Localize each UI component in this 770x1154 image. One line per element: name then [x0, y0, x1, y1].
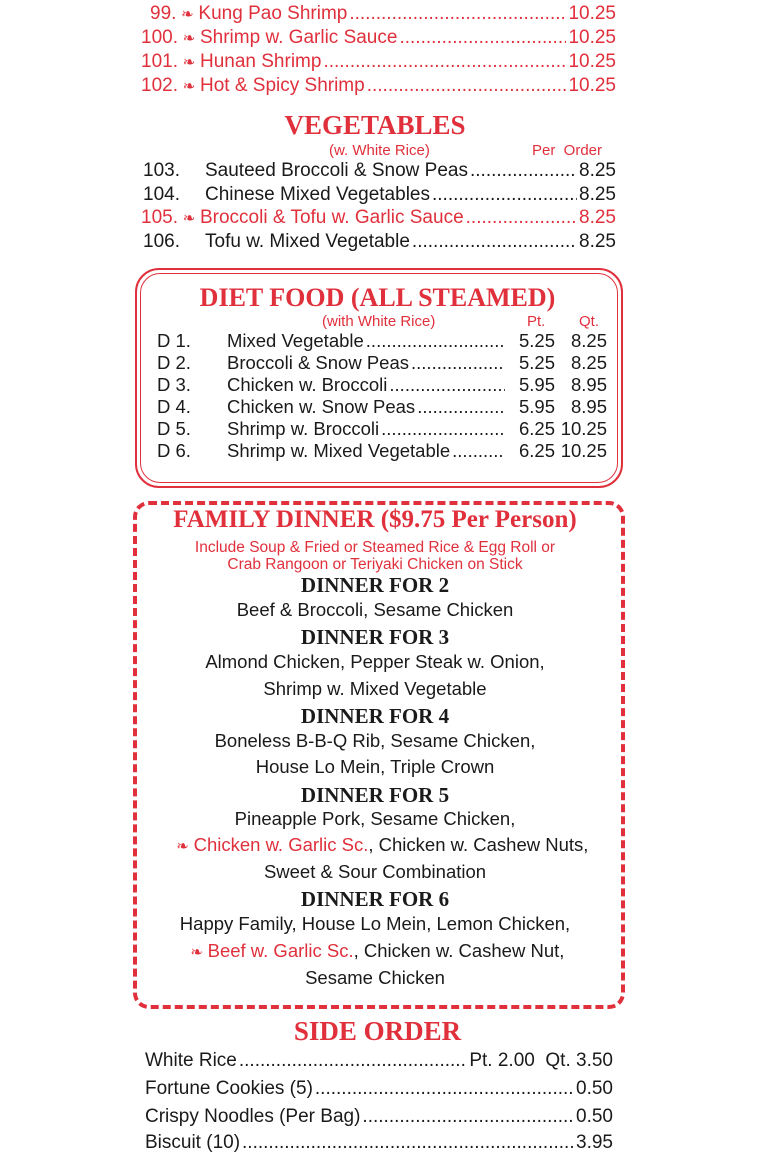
dot-leader: [399, 27, 566, 49]
item-price: 0.50: [576, 1078, 613, 1099]
section-title-family-dinner: FAMILY DINNER ($9.75 Per Person): [173, 506, 577, 533]
item-price-qt: 10.25: [560, 440, 607, 461]
hot-item: Chicken w. Garlic Sc.: [193, 834, 369, 855]
side-item-crispy-noodles: [145, 1106, 613, 1128]
chili-pepper-icon: ❧: [182, 54, 196, 71]
item-name: Sauteed Broccoli & Snow Peas: [205, 160, 468, 181]
dot-leader: [323, 51, 566, 73]
item-number: D 5.: [157, 418, 191, 439]
item-price-pt: 5.25: [518, 330, 555, 351]
dot-leader: [367, 75, 567, 97]
item-number: 99.: [150, 3, 177, 24]
item-name: Chinese Mixed Vegetables: [205, 184, 430, 205]
item-price: 8.25: [579, 184, 616, 205]
item-name: Chicken w. Snow Peas: [227, 396, 416, 417]
item-name: Hunan Shrimp: [199, 51, 322, 72]
item-price-qt: 8.95: [570, 396, 607, 417]
dot-leader: [315, 1078, 574, 1100]
item-price-qt: 10.25: [560, 418, 607, 439]
item-number: 103.: [143, 160, 180, 181]
item-name: Biscuit (10): [145, 1132, 241, 1153]
side-item-white-rice: [145, 1050, 613, 1072]
diet-item-2: [157, 352, 607, 374]
dot-leader: [362, 1106, 574, 1128]
item-price-pt: 5.95: [518, 374, 555, 395]
chili-pepper-icon: ❧: [190, 944, 203, 961]
item-name: Fortune Cookies (5): [145, 1078, 313, 1099]
item-name: Shrimp w. Mixed Vegetable: [227, 440, 451, 461]
dot-leader: [417, 396, 505, 418]
item-number: 100.: [141, 27, 178, 48]
section-note: (with White Rice): [322, 313, 436, 330]
dinner-for-4-items: House Lo Mein, Triple Crown: [255, 756, 495, 777]
section-note: (w. White Rice): [329, 142, 430, 159]
dinner-for-4-items: Boneless B-B-Q Rib, Sesame Chicken,: [214, 730, 536, 751]
item-number: D 6.: [157, 440, 191, 461]
note-line: Include Soup & Fried or Steamed Rice & Egg Roll or: [194, 539, 556, 556]
dinner-for-5-items: Pineapple Pork, Sesame Chicken,: [234, 808, 516, 829]
menu-item-105: [141, 207, 616, 229]
menu-item-103: [143, 160, 616, 182]
dinner-for-3-items: Almond Chicken, Pepper Steak w. Onion,: [205, 651, 545, 672]
chili-pepper-icon: ❧: [182, 30, 196, 47]
item-price-pt: 6.25: [518, 418, 555, 439]
item-name: Hot & Spicy Shrimp: [199, 75, 365, 96]
diet-item-1: [157, 330, 607, 352]
chili-pepper-icon: ❧: [176, 838, 189, 855]
dot-leader: [432, 184, 577, 206]
item-number: 104.: [143, 184, 180, 205]
item-price: 10.25: [568, 51, 616, 72]
item-number: 105.: [141, 207, 178, 228]
section-title-diet-food: DIET FOOD (ALL STEAMED): [199, 283, 556, 312]
dinner-for-3-items: Shrimp w. Mixed Vegetable: [263, 678, 487, 699]
dot-leader: [366, 330, 505, 352]
item-price: 0.50: [576, 1106, 613, 1127]
dot-leader: [411, 352, 505, 374]
diet-item-3: [157, 374, 607, 396]
item-name: Crispy Noodles (Per Bag): [145, 1106, 361, 1127]
dot-leader: [452, 440, 505, 462]
dinner-for-6-items: Happy Family, House Lo Mein, Lemon Chicken,: [179, 913, 571, 934]
section-title-side-order: SIDE ORDER: [293, 1016, 462, 1046]
diet-item-5: [157, 418, 607, 440]
note-line: Crab Rangoon or Teriyaki Chicken on Stick: [227, 556, 523, 573]
menu-item-104: [143, 184, 616, 206]
item-price: Pt. 2.00 Qt. 3.50: [469, 1050, 613, 1071]
side-item-biscuit: [145, 1132, 613, 1154]
dinner-for-6-items: Sesame Chicken: [305, 967, 445, 988]
menu-item-101: [141, 51, 616, 73]
item-price-pt: 5.25: [518, 352, 555, 373]
dinner-for-5-items: [140, 834, 620, 856]
chili-pepper-icon: ❧: [182, 210, 196, 227]
item-number: D 3.: [157, 374, 191, 395]
item-number: 102.: [141, 75, 178, 96]
item-number: D 2.: [157, 352, 191, 373]
diet-item-6: [157, 440, 607, 462]
item-price-qt: 8.95: [570, 374, 607, 395]
dinner-for-5-items: Sweet & Sour Combination: [263, 861, 487, 882]
dot-leader: [466, 207, 577, 229]
menu-item-100: [141, 27, 616, 49]
column-header: Per Order: [532, 142, 603, 159]
item-price-qt: 8.25: [570, 352, 607, 373]
dinner-for-5-heading: DINNER FOR 5: [300, 783, 450, 807]
item-price: 3.95: [576, 1132, 613, 1153]
menu-item-99: [150, 3, 616, 25]
item-number: D 4.: [157, 396, 191, 417]
menu-item-102: [141, 75, 616, 97]
item-number: 106.: [143, 231, 180, 252]
item-name: Mixed Vegetable: [227, 330, 364, 351]
chili-pepper-icon: ❧: [182, 78, 196, 95]
item-text: , Chicken w. Cashew Nut,: [353, 940, 565, 961]
dot-leader: [412, 231, 577, 253]
dinner-for-3-heading: DINNER FOR 3: [300, 625, 450, 649]
dot-leader: [239, 1050, 467, 1072]
item-number: 101.: [141, 51, 178, 72]
item-number: D 1.: [157, 330, 191, 351]
item-name: Broccoli & Tofu w. Garlic Sauce: [199, 207, 464, 228]
chili-pepper-icon: ❧: [181, 6, 194, 23]
column-header-qt: Qt.: [579, 313, 600, 330]
dot-leader: [381, 418, 505, 440]
diet-item-4: [157, 396, 607, 418]
item-price: 10.25: [568, 27, 616, 48]
item-name: Shrimp w. Broccoli: [227, 418, 380, 439]
dinner-for-2-items: Beef & Broccoli, Sesame Chicken: [236, 599, 514, 620]
item-text: , Chicken w. Cashew Nuts,: [368, 834, 589, 855]
menu-item-106: [143, 231, 616, 253]
dinner-for-6-items: [140, 940, 610, 962]
item-name: Broccoli & Snow Peas: [227, 352, 410, 373]
family-dinner-note: [140, 539, 610, 573]
side-item-fortune-cookies: [145, 1078, 613, 1100]
item-price-qt: 8.25: [570, 330, 607, 351]
item-name: White Rice: [145, 1050, 237, 1071]
item-name: Kung Pao Shrimp: [198, 3, 348, 24]
dinner-for-4-heading: DINNER FOR 4: [300, 704, 450, 728]
item-price: 10.25: [568, 75, 616, 96]
hot-item: Beef w. Garlic Sc.: [207, 940, 354, 961]
dot-leader: [242, 1132, 574, 1154]
dot-leader: [470, 160, 577, 182]
item-price: 8.25: [579, 160, 616, 181]
item-price: 10.25: [568, 3, 616, 24]
dinner-for-6-heading: DINNER FOR 6: [300, 887, 450, 911]
item-name: Chicken w. Broccoli: [227, 374, 388, 395]
section-title-vegetables: VEGETABLES: [284, 110, 466, 140]
item-price: 8.25: [579, 207, 616, 228]
item-price: 8.25: [579, 231, 616, 252]
dot-leader: [389, 374, 505, 396]
item-name: Shrimp w. Garlic Sauce: [199, 27, 398, 48]
item-price-pt: 6.25: [518, 440, 555, 461]
column-header-pt: Pt.: [527, 313, 546, 330]
dot-leader: [349, 3, 566, 25]
item-name: Tofu w. Mixed Vegetable: [205, 231, 410, 252]
dinner-for-2-heading: DINNER FOR 2: [300, 573, 450, 597]
item-price-pt: 5.95: [518, 396, 555, 417]
